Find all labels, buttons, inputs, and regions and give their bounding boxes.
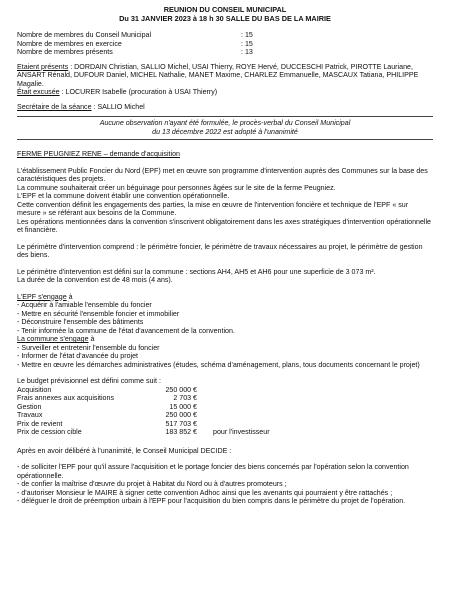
count-value: : 15: [241, 31, 253, 39]
budget-label: Travaux: [17, 411, 43, 419]
epf-heading-label: L'EPF s'engage: [17, 292, 67, 301]
commune-heading-suffix: à: [88, 335, 95, 343]
count-row: [17, 48, 433, 57]
list-item: - déléguer le droit de préemption urbain à l'EPF pour l'acquisition du bien compris dans le périmètre du projet de l'opération.: [17, 497, 406, 505]
decision-intro: Après en avoir délibéré à l'unanimité, le Conseil Municipal DECIDE :: [17, 446, 232, 455]
count-row: [17, 40, 433, 49]
commune-heading: [17, 335, 433, 344]
paragraph: Cette convention définit les engagements des parties, la mise en œuvre de l'intervention foncière et technique de l'EPF « sur mesure » se référant aux besoins de la Commune.: [17, 200, 409, 217]
budget-table: [17, 386, 433, 437]
list-item: - Mettre en sécurité l'ensemble foncier et immobilier: [17, 309, 180, 318]
budget-row: [17, 386, 433, 395]
member-counts: [17, 31, 433, 57]
budget-value: 517 703 €: [165, 419, 197, 428]
decision-list: [17, 463, 433, 506]
approval-note: [17, 119, 433, 136]
budget-row: [17, 394, 433, 403]
budget-row: [17, 428, 433, 437]
commune-list: [17, 344, 433, 370]
paragraph: La commune souhaiterait créer un béguinage pour personnes âgées sur le site de la ferme Peugniez.: [17, 183, 336, 192]
commune-heading-label: La commune s'engage: [17, 335, 89, 343]
paragraph: L'établissement Public Foncier du Nord (EPF) met en œuvre son programme d'intervention auprès des Communes sur la base des caractéristiques des projets.: [17, 166, 428, 183]
list-item: - Surveiller et entretenir l'ensemble du foncier: [17, 343, 160, 352]
list-item: - Déconstruire l'ensemble des bâtiments: [17, 318, 144, 326]
excused-label: Était excusée: [17, 88, 60, 96]
approval-line: du 13 décembre 2022 est adopté à l'unanimité: [152, 127, 298, 136]
present-members: [17, 63, 433, 89]
budget-value: 250 000 €: [165, 411, 197, 419]
document-subtitle: Du 31 JANVIER 2023 à 18 h 30 SALLE DU BAS DE LA MAIRIE: [119, 14, 331, 23]
budget-intro: Le budget prévisionnel est défini comme suit :: [17, 377, 161, 385]
secretary-label: Secrétaire de la séance: [17, 102, 92, 111]
budget-label: Prix de cession cible: [17, 428, 82, 436]
list-item: - de confier la maîtrise d'œuvre du projet à Habitat du Nord ou à d'autres promoteurs ;: [17, 480, 287, 488]
divider: [17, 116, 433, 117]
budget-row: [17, 411, 433, 420]
approval-line: Aucune observation n'ayant été formulée, le procès-verbal du Conseil Municipal: [99, 119, 351, 127]
present-label: Etaient présents: [17, 62, 69, 71]
budget-value: 2 703 €: [173, 394, 197, 402]
budget-label: Frais annexes aux acquisitions: [17, 394, 114, 402]
budget-label: Gestion: [17, 402, 42, 411]
budget-row: [17, 420, 433, 429]
secretary: [17, 103, 433, 112]
list-item: - Acquérir à l'amiable l'ensemble du foncier: [17, 301, 152, 309]
list-item: - de solliciter l'EPF pour qu'il assure l'acquisition et le portage foncier des biens concernés par l'opération selon la convention opérationnelle.: [17, 463, 409, 480]
epf-list: [17, 301, 433, 335]
excused-text: : LOCURER Isabelle (procuration à USAI Thierry): [59, 88, 218, 96]
paragraph: Le périmètre d'intervention comprend : le périmètre foncier, le périmètre de travaux nécessaires au projet, le périmètre de gestion des biens.: [17, 242, 423, 259]
budget-label: Acquisition: [17, 385, 52, 394]
budget-value: 183 852 €: [165, 428, 197, 436]
count-value: : 15: [241, 39, 253, 48]
count-label: Nombre de membres en exercice: [17, 39, 122, 48]
count-value: : 13: [241, 48, 253, 56]
divider: [17, 139, 433, 140]
paragraph: La durée de la convention est de 48 mois (4 ans).: [17, 276, 173, 284]
present-text: : DORDAIN Christian, SALLIO Michel, USAI Thierry, ROYE Hervé, DUCCESCHI Patrick, PIROTTE Lauriane, ANSART Rénald, DUFOUR Daniel, MICHEL Nathalie, MANET Maxime, CHARLEZ Emmanuelle, MASCAUX Tatiana, PHILIPPE Magalie.: [17, 62, 419, 88]
list-item: - d'autoriser Monsieur le MAIRE à signer cette convention Adhoc ainsi que les avenants qui pourraient y être rattachés ;: [17, 488, 393, 497]
list-item: - Informer de l'état d'avancée du projet: [17, 352, 139, 360]
budget-value: 250 000 €: [165, 385, 197, 394]
budget-row: [17, 403, 433, 412]
epf-heading-suffix: à: [66, 292, 73, 301]
list-item: - Mettre en œuvre les démarches administratives (études, schéma d'aménagement, plans, tous documents concernant le projet): [17, 360, 420, 369]
list-item: - Tenir informée la commune de l'état d'avancement de la convention.: [17, 326, 235, 335]
count-label: Nombre de membres du Conseil Municipal: [17, 31, 152, 39]
excused-members: [17, 88, 433, 97]
count-label: Nombre de membres présents: [17, 48, 113, 56]
budget-value: 15 000 €: [169, 402, 197, 411]
secretary-text: : SALLIO Michel: [91, 102, 145, 111]
document-title: REUNION DU CONSEIL MUNICIPAL: [163, 5, 287, 14]
paragraph: L'EPF et la commune doivent établir une convention opérationnelle.: [17, 192, 230, 200]
budget-label: Prix de revient: [17, 419, 63, 428]
count-row: [17, 31, 433, 40]
paragraph: Le périmètre d'intervention est défini sur la commune : sections AH4, AH5 et AH6 pour une superficie de 3 073 m².: [17, 267, 376, 276]
paragraph: Les opérations mentionnées dans la convention s'inscrivent obligatoirement dans les axes stratégiques d'intervention opérationnelle et financière.: [17, 217, 432, 234]
epf-heading: [17, 293, 433, 302]
section-heading: FERME PEUGNIEZ RENE – demande d'acquisition: [17, 150, 180, 158]
budget-note: pour l'investisseur: [213, 428, 270, 436]
